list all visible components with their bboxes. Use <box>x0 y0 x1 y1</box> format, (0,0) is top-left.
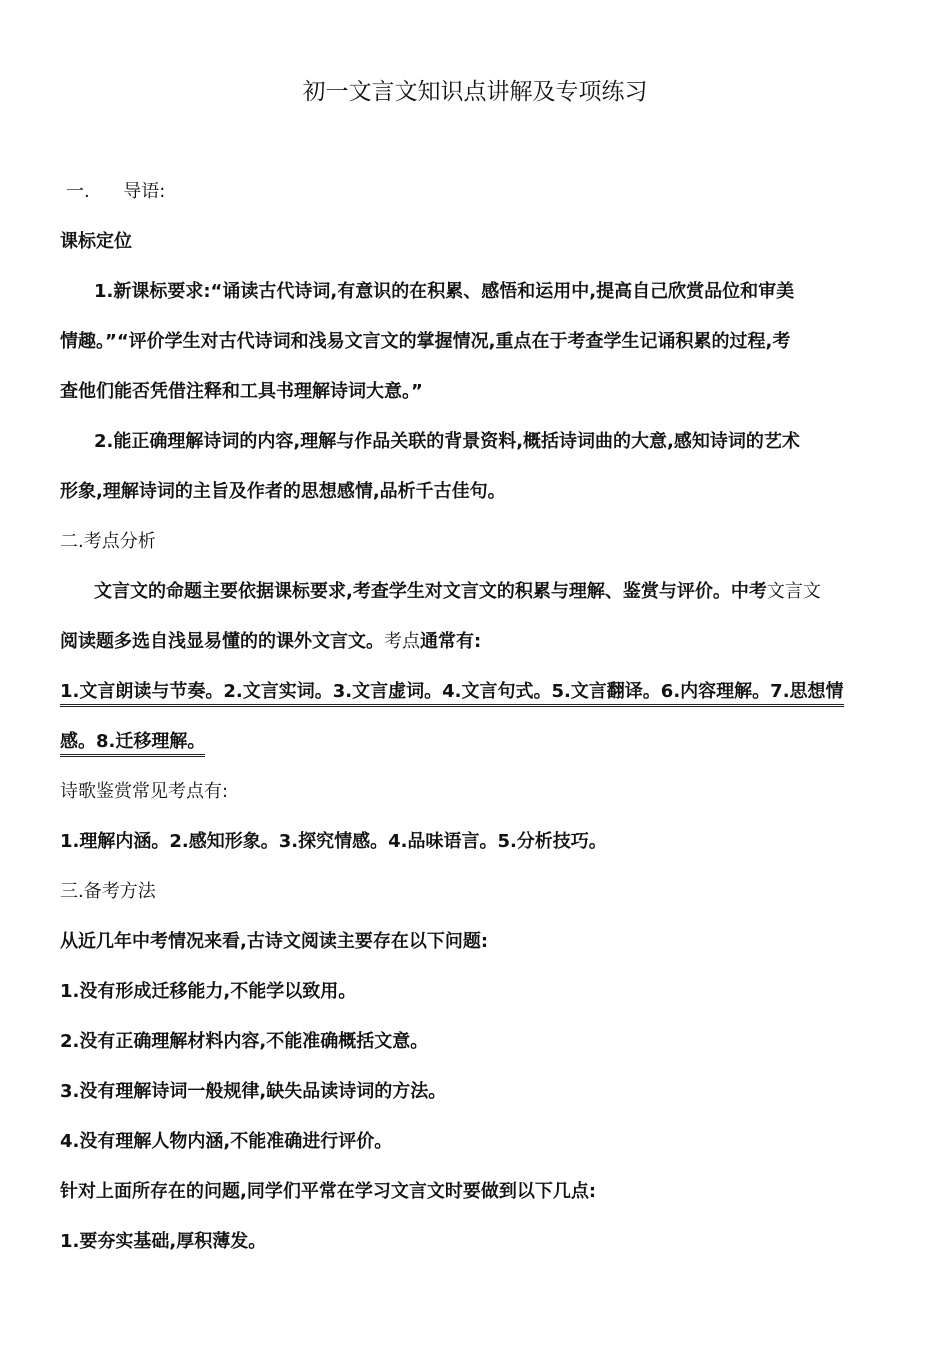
problem-item-3: 3.没有理解诗词一般规律,缺失品读诗词的方法。 <box>60 1081 447 1102</box>
solutions-intro: 针对上面所存在的问题,同学们平常在学习文言文时要做到以下几点: <box>60 1181 597 1202</box>
paragraph-1-line-3: 查他们能否凭借注释和工具书理解诗词大意。” <box>60 381 423 402</box>
paragraph-3-line-2-regular: 考点 <box>384 631 420 652</box>
paragraph-3-line-2-bold-end: 通常有: <box>420 631 482 652</box>
paragraph-3-line-2 <box>60 631 890 653</box>
section-1-number: 一. <box>66 181 90 202</box>
section-1-title: 导语: <box>123 181 166 202</box>
problem-item-1: 1.没有形成迁移能力,不能学以致用。 <box>60 981 357 1002</box>
exam-points-line-1-text: 1.文言朗读与节奏。2.文言实词。3.文言虚词。4.文言句式。5.文言翻译。6.内容理解。7.思想情 <box>60 681 844 707</box>
section-1-heading <box>66 181 896 203</box>
section-3-heading: 三.备考方法 <box>60 881 156 902</box>
paragraph-2-line-1: 2.能正确理解诗词的内容,理解与作品关联的背景资料,概括诗词曲的大意,感知诗词的艺术 <box>94 431 800 452</box>
paragraph-3-line-1-bold: 文言文的命题主要依据课标要求,考查学生对文言文的积累与理解、鉴赏与评价。中考 <box>94 581 767 602</box>
paragraph-1-line-1: 1.新课标要求:“诵读古代诗词,有意识的在积累、感悟和运用中,提高自己欣赏品位和审美 <box>94 281 795 302</box>
exam-points-line-2-text: 感。8.迁移理解。 <box>60 731 205 757</box>
document-title: 初一文言文知识点讲解及专项练习 <box>302 79 648 105</box>
exam-points-line-1 <box>60 681 890 703</box>
poetry-heading: 诗歌鉴赏常见考点有: <box>60 781 229 802</box>
problem-item-4: 4.没有理解人物内涵,不能准确进行评价。 <box>60 1131 393 1152</box>
problems-intro: 从近几年中考情况来看,古诗文阅读主要存在以下问题: <box>60 931 489 952</box>
kebiao-heading: 课标定位 <box>60 231 132 252</box>
paragraph-3-line-1-regular: 文言文 <box>766 581 821 602</box>
solution-item-1: 1.要夯实基础,厚积薄发。 <box>60 1231 267 1252</box>
paragraph-2-line-2: 形象,理解诗词的主旨及作者的思想感情,品析千古佳句。 <box>60 481 506 502</box>
section-2-heading: 二.考点分析 <box>60 531 156 552</box>
poetry-points: 1.理解内涵。2.感知形象。3.探究情感。4.品味语言。5.分析技巧。 <box>60 831 607 852</box>
problem-item-2: 2.没有正确理解材料内容,不能准确概括文意。 <box>60 1031 429 1052</box>
paragraph-1-line-2: 情趣。”“评价学生对古代诗词和浅易文言文的掌握情况,重点在于考查学生记诵积累的过程,考 <box>60 331 791 352</box>
paragraph-3-line-2-bold: 阅读题多选自浅显易懂的的课外文言文。 <box>60 631 384 652</box>
paragraph-3-line-1 <box>94 581 924 603</box>
exam-points-line-2 <box>60 731 890 753</box>
